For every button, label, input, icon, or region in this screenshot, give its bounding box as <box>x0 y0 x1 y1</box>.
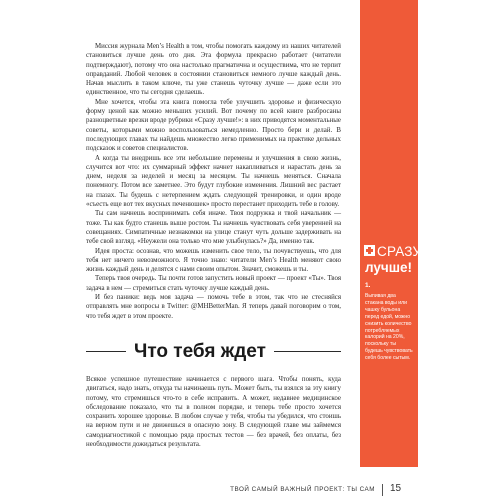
sidebar-tip-text: Выпивая два стакана воды или чашку бульона перед едой, можно снизить количество потребляемых калорий на 20%, поскольку ты будешь чувствовать себя более сытым. <box>365 293 413 362</box>
sidebar-heading-line2: лучше! <box>365 260 412 275</box>
body-paragraph: Теперь твоя очередь. Ты почти готов запустить новый проект — проект «Ты». Твоя задача в нем — стремиться стать чуточку лучше каждый день. <box>86 275 341 292</box>
section-title <box>86 341 341 363</box>
footer-divider <box>382 484 383 496</box>
body-paragraph: Идея проста: осознав, что можешь изменить свое тело, ты почувствуешь, что для тебя нет ничего невозможного. Я точно знаю: читатели Men’s Health меняют свою жизнь каждый день и делятся с нами своим опытом. Значит, сможешь и ты. <box>86 247 341 274</box>
body-paragraph: И без паники: ведь моя задача — помочь тебе в этом, так что не стесняйся отправлять мне вопросы в Twitter: @MHBetterMan. Я теперь давай поговорим о том, что тебя ждет в этом проекте. <box>86 294 341 320</box>
body-paragraph: Всякое успешное путешествие начинается с первого шага. Чтобы понять, куда двигаться, надо знать, откуда ты начинаешь путь. Может быть, ты взялся за эту книгу потому, что стремишься что-то в себе исправить. А может, недавнее медицинское обследование показало, что ты в полном порядке, и теперь тебе просто хочется сохранить хорошее здоровье. В любом случае у тебя, чтобы ты убедился, что стоишь на верном пути и не движешься в опасную зону. В следующей главе мы займемся самодиагностикой с помощью ряда простых тестов — без врачей, без оплаты, без необходимости дожидаться результата. <box>86 375 341 448</box>
title-rule-right <box>274 351 341 352</box>
main-text-column <box>86 42 341 449</box>
body-paragraph: А когда ты внедришь все эти небольшие перемены и улучшения в свою жизнь, случится вот что: их суммарный эффект начнет накапливаться и нарастать день за днем, неделя за неделей и месяц за месяцем. Ты начнешь меняться. Сначала понемногу. Потом все заметнее. Это будут глубокие изменения. Лишний вес растает на глазах. Ты будешь с нетерпением ждать следующей тренировки, и один вроде «съесть еще вот тех вкусных печенюшек» просто перестанет приходить тебе в голову. <box>86 154 341 209</box>
body-paragraph: Миссия журнала Men’s Health в том, чтобы помогать каждому из наших читателей становиться лучше день ото дня. Эта формула прекрасно работает (читатели подтверждают), потому что она настолько прагматична и осуществима, что не терпит оправданий. Любой человек в состоянии становиться немного лучше каждый день. Начав мыслить в таком ключе, ты уже станешь чуточку лучше — даже если это единственное, что ты сегодня сделаешь. <box>86 43 341 97</box>
plus-icon <box>364 245 375 256</box>
body-paragraph: Ты сам начнешь воспринимать себя иначе. Твоя подружка и твой начальник — тоже. Ты как будто станешь выше ростом. Ты начнешь чувствовать себя уверенней на совещаниях. Симпатичные незнакомки на улице станут чуть дольше задерживать на тебе свой взгляд. «Неужели она только что мне улыбнулась?» Да, именно так. <box>86 210 341 246</box>
sidebar-tip-number: 1. <box>365 282 371 289</box>
sidebar-orange-band <box>360 0 418 467</box>
section-title-text: Что тебя ждет <box>134 340 266 362</box>
page-footer <box>0 484 500 498</box>
page-number: 15 <box>390 483 402 494</box>
sidebar-heading-line1: СРАЗУ <box>377 244 422 259</box>
running-head: ТВОЙ САМЫЙ ВАЖНЫЙ ПРОЕКТ: ТЫ САМ <box>230 486 375 493</box>
title-rule-left <box>86 351 126 352</box>
body-paragraph: Мне хочется, чтобы эта книга помогла тебе улучшить здоровье и физическую форму ценой как можно меньших усилий. Вот почему по всей книге разбросаны разноцветные врезки вроде рубрики «Сразу лучше!»: в них приводятся моментальные советы, которыми можно воспользоваться немедленно. Просто бери и делай. В последующих главах ты найдешь множество легко применимых на практике дельных подсказок и советов специалистов. <box>86 98 341 153</box>
